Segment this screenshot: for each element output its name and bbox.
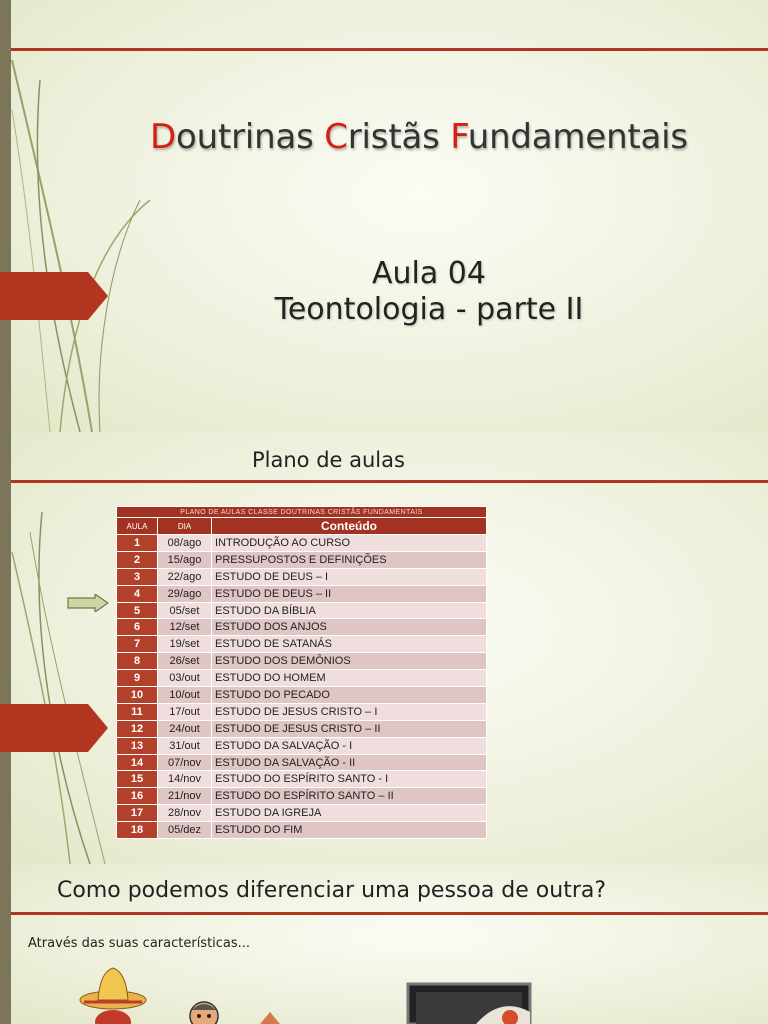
slide-title (0, 0, 768, 432)
table-caption: PLANO DE AULAS CLASSE DOUTRINAS CRISTÃS FUNDAMENTAIS (117, 507, 487, 518)
cell-dia: 07/nov (158, 754, 212, 771)
cell-dia: 03/out (158, 670, 212, 687)
cell-aula: 1 (117, 535, 158, 552)
cell-dia: 15/ago (158, 551, 212, 568)
table-header-row (117, 518, 487, 535)
heading-rule (11, 480, 768, 483)
cell-conteudo: ESTUDO DE SATANÁS (212, 636, 487, 653)
cell-aula: 14 (117, 754, 158, 771)
slide-sidebar (0, 0, 11, 432)
presentation-title: Doutrinas Cristãs Fundamentais (150, 117, 688, 157)
cell-conteudo: ESTUDO DO FIM (212, 822, 487, 839)
cell-dia: 14/nov (158, 771, 212, 788)
column-header-dia: DIA (158, 518, 212, 535)
cell-aula: 11 (117, 703, 158, 720)
cell-conteudo: ESTUDO DE DEUS – I (212, 568, 487, 585)
table-row (117, 703, 487, 720)
cell-conteudo: ESTUDO DO HOMEM (212, 670, 487, 687)
cell-dia: 19/set (158, 636, 212, 653)
table-row (117, 788, 487, 805)
table-row (117, 602, 487, 619)
cell-aula: 17 (117, 805, 158, 822)
table-row (117, 636, 487, 653)
question-heading: Como podemos diferenciar uma pessoa de outra? (57, 878, 607, 903)
column-header-conteudo: Conteúdo (212, 518, 487, 535)
top-rule (11, 48, 768, 51)
column-header-aula: AULA (117, 518, 158, 535)
cell-aula: 9 (117, 670, 158, 687)
sombrero-figure-image (78, 960, 148, 1024)
slide-sidebar (0, 864, 11, 1024)
cell-dia: 21/nov (158, 788, 212, 805)
cell-conteudo: ESTUDO DOS ANJOS (212, 619, 487, 636)
cell-dia: 22/ago (158, 568, 212, 585)
answer-text: Através das suas características... (28, 936, 251, 951)
cell-conteudo: ESTUDO DE JESUS CRISTO – I (212, 703, 487, 720)
cell-conteudo: ESTUDO DO ESPÍRITO SANTO – II (212, 788, 487, 805)
cell-conteudo: ESTUDO DE JESUS CRISTO – II (212, 720, 487, 737)
cell-aula: 16 (117, 788, 158, 805)
grass-decoration (0, 0, 160, 432)
cell-aula: 2 (117, 551, 158, 568)
table-row (117, 687, 487, 704)
table-row (117, 653, 487, 670)
cell-conteudo: ESTUDO DO PECADO (212, 687, 487, 704)
table-row (117, 754, 487, 771)
table-row (117, 737, 487, 754)
monitor-image (406, 982, 532, 1024)
cell-conteudo: ESTUDO DA BÍBLIA (212, 602, 487, 619)
lesson-plan-table (116, 506, 487, 839)
question-rule (11, 912, 768, 915)
cell-dia: 12/set (158, 619, 212, 636)
cell-aula: 6 (117, 619, 158, 636)
table-row (117, 568, 487, 585)
cell-aula: 5 (117, 602, 158, 619)
section-heading: Plano de aulas (252, 448, 405, 472)
cell-aula: 10 (117, 687, 158, 704)
cell-conteudo: ESTUDO DA IGREJA (212, 805, 487, 822)
lesson-topic: Teontologia - parte II (274, 292, 584, 327)
cell-conteudo: INTRODUÇÃO AO CURSO (212, 535, 487, 552)
section-banner (0, 704, 108, 752)
lesson-number: Aula 04 (372, 256, 486, 291)
cell-dia: 10/out (158, 687, 212, 704)
small-figure-image (258, 1010, 282, 1024)
table-row (117, 720, 487, 737)
table-row (117, 619, 487, 636)
cell-conteudo: ESTUDO DA SALVAÇÃO - II (212, 754, 487, 771)
cell-dia: 08/ago (158, 535, 212, 552)
table-row (117, 535, 487, 552)
cell-dia: 17/out (158, 703, 212, 720)
arrow-icon (67, 594, 109, 612)
cell-dia: 28/nov (158, 805, 212, 822)
cell-aula: 13 (117, 737, 158, 754)
cell-aula: 18 (117, 822, 158, 839)
cell-aula: 7 (117, 636, 158, 653)
person-figure-image (184, 996, 224, 1024)
cell-dia: 31/out (158, 737, 212, 754)
table-row (117, 670, 487, 687)
slide-lesson-plan (0, 432, 768, 864)
cell-dia: 05/dez (158, 822, 212, 839)
table-row (117, 551, 487, 568)
cell-conteudo: ESTUDO DA SALVAÇÃO - I (212, 737, 487, 754)
cell-conteudo: ESTUDO DE DEUS – II (212, 585, 487, 602)
cell-conteudo: PRESSUPOSTOS E DEFINIÇÕES (212, 551, 487, 568)
cell-aula: 15 (117, 771, 158, 788)
cell-dia: 05/set (158, 602, 212, 619)
cell-aula: 12 (117, 720, 158, 737)
table-row (117, 822, 487, 839)
cell-conteudo: ESTUDO DO ESPÍRITO SANTO - I (212, 771, 487, 788)
table-row (117, 771, 487, 788)
cell-aula: 4 (117, 585, 158, 602)
slide-question (0, 864, 768, 1024)
slide-sidebar (0, 432, 11, 864)
table-row (117, 585, 487, 602)
cell-dia: 26/set (158, 653, 212, 670)
cell-aula: 8 (117, 653, 158, 670)
cell-dia: 29/ago (158, 585, 212, 602)
cell-dia: 24/out (158, 720, 212, 737)
cell-aula: 3 (117, 568, 158, 585)
cell-conteudo: ESTUDO DOS DEMÔNIOS (212, 653, 487, 670)
table-row (117, 805, 487, 822)
